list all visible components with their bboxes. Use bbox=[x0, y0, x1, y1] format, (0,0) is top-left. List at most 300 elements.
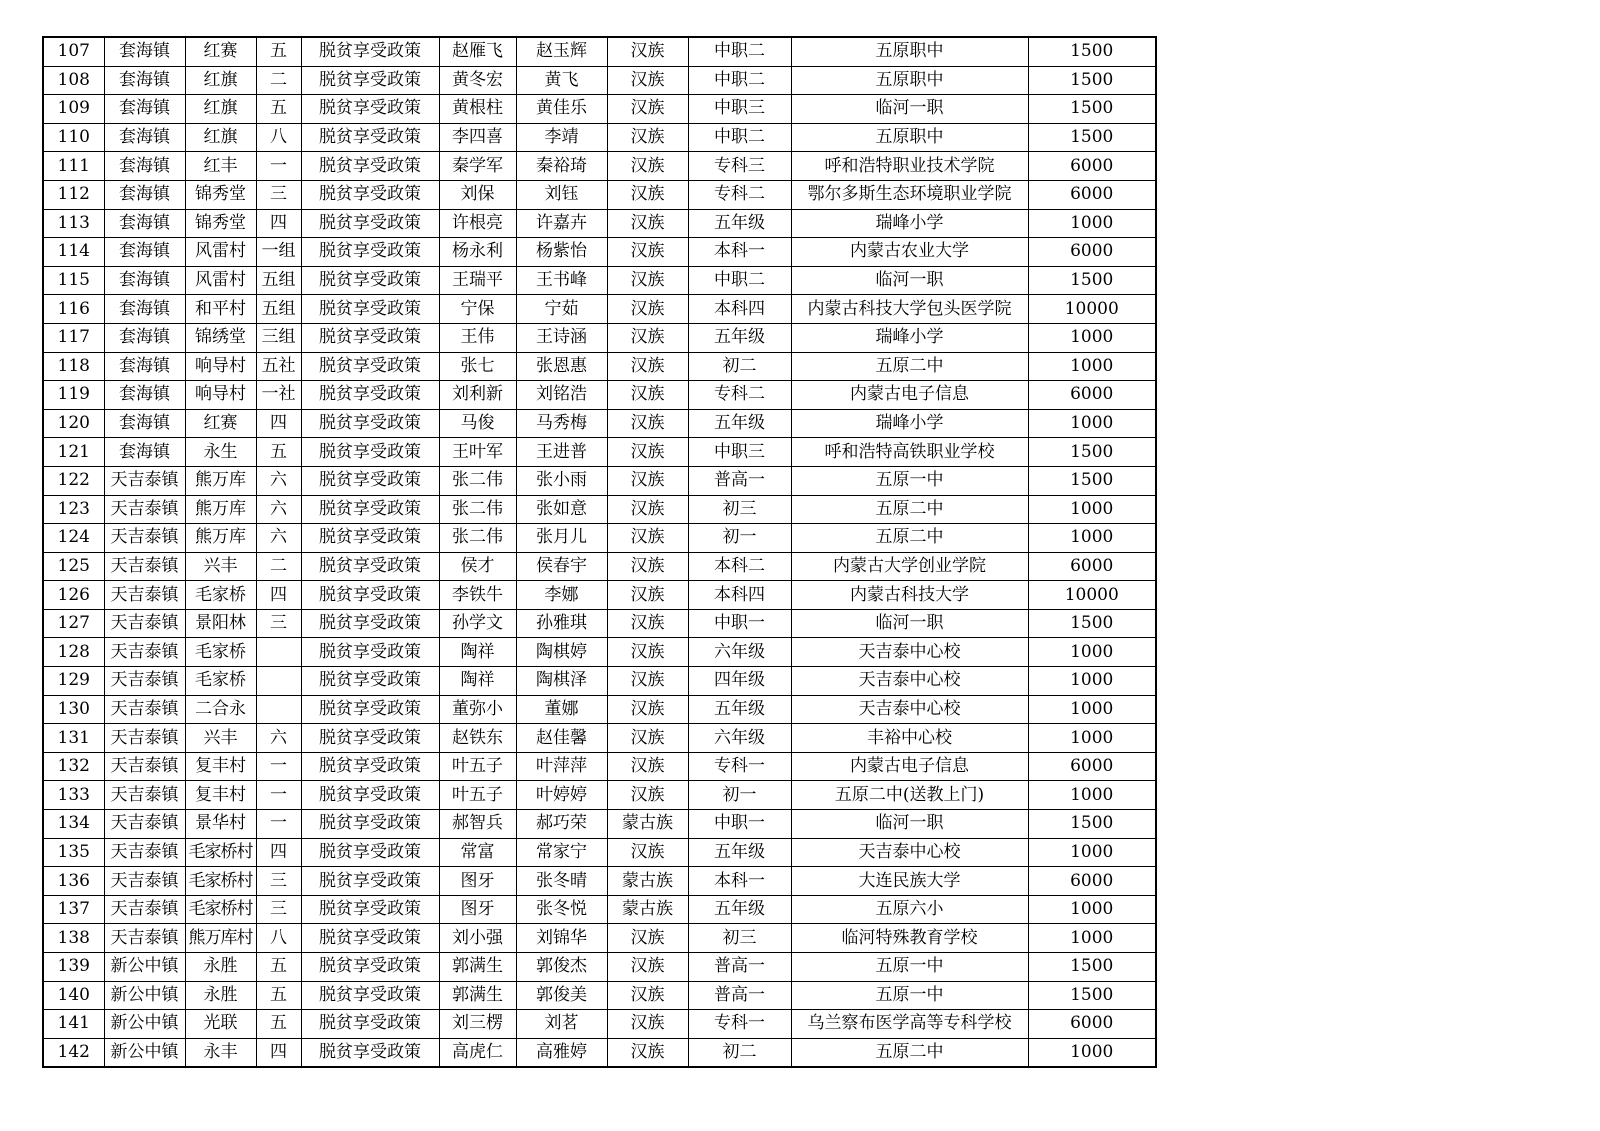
table-row bbox=[43, 609, 1156, 638]
amount-cell: 1500 bbox=[1028, 953, 1156, 982]
guardian-name-cell: 图牙 bbox=[439, 895, 516, 924]
guardian-name-cell: 许根亮 bbox=[439, 209, 516, 238]
village-cell: 景阳林 bbox=[185, 609, 256, 638]
table-row bbox=[43, 724, 1156, 753]
grade-cell: 四年级 bbox=[688, 667, 791, 696]
school-cell: 五原六小 bbox=[791, 895, 1028, 924]
row-number-cell: 125 bbox=[43, 552, 104, 581]
amount-cell: 1000 bbox=[1028, 838, 1156, 867]
table-row bbox=[43, 581, 1156, 610]
guardian-name-cell: 张二伟 bbox=[439, 524, 516, 553]
grade-cell: 中职一 bbox=[688, 810, 791, 839]
guardian-name-cell: 陶祥 bbox=[439, 667, 516, 696]
school-cell: 五原职中 bbox=[791, 123, 1028, 152]
policy-cell: 脱贫享受政策 bbox=[301, 981, 439, 1010]
amount-cell: 1500 bbox=[1028, 466, 1156, 495]
grade-cell: 中职二 bbox=[688, 37, 791, 66]
grade-cell: 普高一 bbox=[688, 953, 791, 982]
school-cell: 五原二中 bbox=[791, 495, 1028, 524]
policy-cell: 脱贫享受政策 bbox=[301, 438, 439, 467]
ethnicity-cell: 汉族 bbox=[607, 95, 688, 124]
student-name-cell: 杨紫怡 bbox=[516, 238, 607, 267]
guardian-name-cell: 宁保 bbox=[439, 295, 516, 324]
grade-cell: 专科一 bbox=[688, 752, 791, 781]
amount-cell: 1000 bbox=[1028, 524, 1156, 553]
policy-cell: 脱贫享受政策 bbox=[301, 123, 439, 152]
row-number-cell: 130 bbox=[43, 695, 104, 724]
village-cell: 毛家桥 bbox=[185, 581, 256, 610]
group-cell: 五组 bbox=[256, 295, 301, 324]
ethnicity-cell: 汉族 bbox=[607, 638, 688, 667]
village-cell: 景华村 bbox=[185, 810, 256, 839]
grade-cell: 五年级 bbox=[688, 838, 791, 867]
ethnicity-cell: 汉族 bbox=[607, 1010, 688, 1039]
policy-cell: 脱贫享受政策 bbox=[301, 581, 439, 610]
student-name-cell: 郝巧荣 bbox=[516, 810, 607, 839]
policy-cell: 脱贫享受政策 bbox=[301, 238, 439, 267]
policy-cell: 脱贫享受政策 bbox=[301, 495, 439, 524]
table-row bbox=[43, 838, 1156, 867]
ethnicity-cell: 汉族 bbox=[607, 152, 688, 181]
amount-cell: 1500 bbox=[1028, 810, 1156, 839]
ethnicity-cell: 汉族 bbox=[607, 981, 688, 1010]
table-row bbox=[43, 381, 1156, 410]
table-row bbox=[43, 209, 1156, 238]
group-cell: 五组 bbox=[256, 266, 301, 295]
row-number-cell: 107 bbox=[43, 37, 104, 66]
table-body bbox=[43, 37, 1156, 1067]
grade-cell: 初二 bbox=[688, 1038, 791, 1067]
town-cell: 套海镇 bbox=[104, 266, 185, 295]
town-cell: 天吉泰镇 bbox=[104, 466, 185, 495]
amount-cell: 1000 bbox=[1028, 209, 1156, 238]
student-name-cell: 秦裕琦 bbox=[516, 152, 607, 181]
policy-cell: 脱贫享受政策 bbox=[301, 381, 439, 410]
school-cell: 瑞峰小学 bbox=[791, 409, 1028, 438]
student-name-cell: 马秀梅 bbox=[516, 409, 607, 438]
grade-cell: 本科一 bbox=[688, 867, 791, 896]
village-cell: 风雷村 bbox=[185, 266, 256, 295]
village-cell: 熊万库村 bbox=[185, 924, 256, 953]
policy-cell: 脱贫享受政策 bbox=[301, 810, 439, 839]
guardian-name-cell: 李四喜 bbox=[439, 123, 516, 152]
town-cell: 天吉泰镇 bbox=[104, 495, 185, 524]
grade-cell: 专科二 bbox=[688, 381, 791, 410]
table-row bbox=[43, 810, 1156, 839]
table-row bbox=[43, 238, 1156, 267]
row-number-cell: 116 bbox=[43, 295, 104, 324]
school-cell: 五原职中 bbox=[791, 66, 1028, 95]
student-name-cell: 张冬晴 bbox=[516, 867, 607, 896]
ethnicity-cell: 汉族 bbox=[607, 209, 688, 238]
amount-cell: 6000 bbox=[1028, 152, 1156, 181]
village-cell: 红旗 bbox=[185, 95, 256, 124]
group-cell: 一组 bbox=[256, 238, 301, 267]
town-cell: 套海镇 bbox=[104, 352, 185, 381]
amount-cell: 6000 bbox=[1028, 752, 1156, 781]
grade-cell: 普高一 bbox=[688, 981, 791, 1010]
row-number-cell: 122 bbox=[43, 466, 104, 495]
row-number-cell: 110 bbox=[43, 123, 104, 152]
village-cell: 兴丰 bbox=[185, 724, 256, 753]
ethnicity-cell: 汉族 bbox=[607, 552, 688, 581]
student-name-cell: 侯春宇 bbox=[516, 552, 607, 581]
village-cell: 锦绣堂 bbox=[185, 323, 256, 352]
town-cell: 套海镇 bbox=[104, 209, 185, 238]
village-cell: 毛家桥 bbox=[185, 638, 256, 667]
table-row bbox=[43, 123, 1156, 152]
amount-cell: 1500 bbox=[1028, 95, 1156, 124]
ethnicity-cell: 汉族 bbox=[607, 953, 688, 982]
amount-cell: 1500 bbox=[1028, 123, 1156, 152]
row-number-cell: 142 bbox=[43, 1038, 104, 1067]
school-cell: 乌兰察布医学高等专科学校 bbox=[791, 1010, 1028, 1039]
policy-cell: 脱贫享受政策 bbox=[301, 95, 439, 124]
guardian-name-cell: 高虎仁 bbox=[439, 1038, 516, 1067]
student-name-cell: 黄飞 bbox=[516, 66, 607, 95]
group-cell: 五 bbox=[256, 95, 301, 124]
policy-cell: 脱贫享受政策 bbox=[301, 552, 439, 581]
school-cell: 丰裕中心校 bbox=[791, 724, 1028, 753]
town-cell: 套海镇 bbox=[104, 409, 185, 438]
guardian-name-cell: 秦学军 bbox=[439, 152, 516, 181]
row-number-cell: 126 bbox=[43, 581, 104, 610]
row-number-cell: 131 bbox=[43, 724, 104, 753]
school-cell: 瑞峰小学 bbox=[791, 209, 1028, 238]
guardian-name-cell: 叶五子 bbox=[439, 781, 516, 810]
school-cell: 内蒙古科技大学包头医学院 bbox=[791, 295, 1028, 324]
grade-cell: 中职三 bbox=[688, 438, 791, 467]
ethnicity-cell: 汉族 bbox=[607, 37, 688, 66]
policy-cell: 脱贫享受政策 bbox=[301, 609, 439, 638]
ethnicity-cell: 汉族 bbox=[607, 123, 688, 152]
guardian-name-cell: 赵铁东 bbox=[439, 724, 516, 753]
town-cell: 天吉泰镇 bbox=[104, 724, 185, 753]
town-cell: 新公中镇 bbox=[104, 981, 185, 1010]
village-cell: 响导村 bbox=[185, 381, 256, 410]
amount-cell: 1000 bbox=[1028, 724, 1156, 753]
village-cell: 熊万库 bbox=[185, 466, 256, 495]
school-cell: 临河特殊教育学校 bbox=[791, 924, 1028, 953]
amount-cell: 6000 bbox=[1028, 180, 1156, 209]
ethnicity-cell: 汉族 bbox=[607, 838, 688, 867]
town-cell: 套海镇 bbox=[104, 323, 185, 352]
guardian-name-cell: 叶五子 bbox=[439, 752, 516, 781]
town-cell: 天吉泰镇 bbox=[104, 810, 185, 839]
town-cell: 天吉泰镇 bbox=[104, 867, 185, 896]
grade-cell: 五年级 bbox=[688, 323, 791, 352]
school-cell: 临河一职 bbox=[791, 609, 1028, 638]
school-cell: 临河一职 bbox=[791, 95, 1028, 124]
grade-cell: 初三 bbox=[688, 924, 791, 953]
table-row bbox=[43, 638, 1156, 667]
ethnicity-cell: 汉族 bbox=[607, 295, 688, 324]
student-name-cell: 刘钰 bbox=[516, 180, 607, 209]
row-number-cell: 135 bbox=[43, 838, 104, 867]
amount-cell: 1500 bbox=[1028, 66, 1156, 95]
policy-cell: 脱贫享受政策 bbox=[301, 266, 439, 295]
row-number-cell: 112 bbox=[43, 180, 104, 209]
row-number-cell: 129 bbox=[43, 667, 104, 696]
grade-cell: 专科三 bbox=[688, 152, 791, 181]
group-cell: 六 bbox=[256, 524, 301, 553]
student-name-cell: 刘锦华 bbox=[516, 924, 607, 953]
amount-cell: 1500 bbox=[1028, 609, 1156, 638]
grade-cell: 中职一 bbox=[688, 609, 791, 638]
student-name-cell: 郭俊杰 bbox=[516, 953, 607, 982]
table-row bbox=[43, 37, 1156, 66]
village-cell: 红旗 bbox=[185, 66, 256, 95]
table-row bbox=[43, 895, 1156, 924]
group-cell: 一社 bbox=[256, 381, 301, 410]
table-row bbox=[43, 981, 1156, 1010]
row-number-cell: 114 bbox=[43, 238, 104, 267]
row-number-cell: 128 bbox=[43, 638, 104, 667]
student-name-cell: 许嘉卉 bbox=[516, 209, 607, 238]
town-cell: 套海镇 bbox=[104, 381, 185, 410]
group-cell: 五 bbox=[256, 953, 301, 982]
table-row bbox=[43, 266, 1156, 295]
ethnicity-cell: 汉族 bbox=[607, 695, 688, 724]
ethnicity-cell: 汉族 bbox=[607, 381, 688, 410]
guardian-name-cell: 常富 bbox=[439, 838, 516, 867]
school-cell: 内蒙古农业大学 bbox=[791, 238, 1028, 267]
grade-cell: 普高一 bbox=[688, 466, 791, 495]
ethnicity-cell: 汉族 bbox=[607, 438, 688, 467]
policy-cell: 脱贫享受政策 bbox=[301, 781, 439, 810]
ethnicity-cell: 汉族 bbox=[607, 924, 688, 953]
grade-cell: 中职二 bbox=[688, 66, 791, 95]
school-cell: 临河一职 bbox=[791, 266, 1028, 295]
guardian-name-cell: 王叶军 bbox=[439, 438, 516, 467]
row-number-cell: 132 bbox=[43, 752, 104, 781]
village-cell: 光联 bbox=[185, 1010, 256, 1039]
policy-cell: 脱贫享受政策 bbox=[301, 752, 439, 781]
school-cell: 天吉泰中心校 bbox=[791, 695, 1028, 724]
student-name-cell: 张月儿 bbox=[516, 524, 607, 553]
student-name-cell: 陶棋泽 bbox=[516, 667, 607, 696]
policy-cell: 脱贫享受政策 bbox=[301, 524, 439, 553]
amount-cell: 1000 bbox=[1028, 1038, 1156, 1067]
ethnicity-cell: 汉族 bbox=[607, 581, 688, 610]
ethnicity-cell: 汉族 bbox=[607, 667, 688, 696]
guardian-name-cell: 王瑞平 bbox=[439, 266, 516, 295]
village-cell: 红丰 bbox=[185, 152, 256, 181]
student-name-cell: 王诗涵 bbox=[516, 323, 607, 352]
guardian-name-cell: 张二伟 bbox=[439, 466, 516, 495]
town-cell: 天吉泰镇 bbox=[104, 752, 185, 781]
amount-cell: 1000 bbox=[1028, 781, 1156, 810]
school-cell: 临河一职 bbox=[791, 810, 1028, 839]
town-cell: 新公中镇 bbox=[104, 1010, 185, 1039]
town-cell: 天吉泰镇 bbox=[104, 924, 185, 953]
row-number-cell: 139 bbox=[43, 953, 104, 982]
row-number-cell: 127 bbox=[43, 609, 104, 638]
aid-recipient-table bbox=[42, 36, 1157, 1068]
guardian-name-cell: 刘保 bbox=[439, 180, 516, 209]
group-cell: 五社 bbox=[256, 352, 301, 381]
town-cell: 套海镇 bbox=[104, 438, 185, 467]
village-cell: 永生 bbox=[185, 438, 256, 467]
guardian-name-cell: 张七 bbox=[439, 352, 516, 381]
group-cell: 四 bbox=[256, 838, 301, 867]
grade-cell: 本科一 bbox=[688, 238, 791, 267]
student-name-cell: 赵玉辉 bbox=[516, 37, 607, 66]
school-cell: 五原一中 bbox=[791, 466, 1028, 495]
group-cell: 六 bbox=[256, 495, 301, 524]
amount-cell: 6000 bbox=[1028, 238, 1156, 267]
town-cell: 套海镇 bbox=[104, 152, 185, 181]
ethnicity-cell: 汉族 bbox=[607, 266, 688, 295]
table-row bbox=[43, 180, 1156, 209]
amount-cell: 1500 bbox=[1028, 37, 1156, 66]
ethnicity-cell: 汉族 bbox=[607, 66, 688, 95]
table-row bbox=[43, 66, 1156, 95]
guardian-name-cell: 王伟 bbox=[439, 323, 516, 352]
amount-cell: 6000 bbox=[1028, 1010, 1156, 1039]
town-cell: 套海镇 bbox=[104, 238, 185, 267]
group-cell: 八 bbox=[256, 924, 301, 953]
ethnicity-cell: 汉族 bbox=[607, 352, 688, 381]
table-row bbox=[43, 352, 1156, 381]
policy-cell: 脱贫享受政策 bbox=[301, 37, 439, 66]
policy-cell: 脱贫享受政策 bbox=[301, 352, 439, 381]
grade-cell: 六年级 bbox=[688, 724, 791, 753]
student-name-cell: 叶婷婷 bbox=[516, 781, 607, 810]
guardian-name-cell: 杨永利 bbox=[439, 238, 516, 267]
group-cell: 五 bbox=[256, 438, 301, 467]
policy-cell: 脱贫享受政策 bbox=[301, 838, 439, 867]
group-cell: 三 bbox=[256, 180, 301, 209]
student-name-cell: 孙雅琪 bbox=[516, 609, 607, 638]
school-cell: 五原二中 bbox=[791, 524, 1028, 553]
school-cell: 五原职中 bbox=[791, 37, 1028, 66]
policy-cell: 脱贫享受政策 bbox=[301, 66, 439, 95]
grade-cell: 初一 bbox=[688, 781, 791, 810]
ethnicity-cell: 汉族 bbox=[607, 524, 688, 553]
guardian-name-cell: 郝智兵 bbox=[439, 810, 516, 839]
town-cell: 套海镇 bbox=[104, 37, 185, 66]
ethnicity-cell: 汉族 bbox=[607, 495, 688, 524]
student-name-cell: 常家宁 bbox=[516, 838, 607, 867]
guardian-name-cell: 郭满生 bbox=[439, 981, 516, 1010]
row-number-cell: 124 bbox=[43, 524, 104, 553]
town-cell: 天吉泰镇 bbox=[104, 895, 185, 924]
town-cell: 天吉泰镇 bbox=[104, 638, 185, 667]
school-cell: 内蒙古科技大学 bbox=[791, 581, 1028, 610]
student-name-cell: 郭俊美 bbox=[516, 981, 607, 1010]
town-cell: 天吉泰镇 bbox=[104, 581, 185, 610]
group-cell: 三 bbox=[256, 609, 301, 638]
table-row bbox=[43, 409, 1156, 438]
table-row bbox=[43, 323, 1156, 352]
guardian-name-cell: 刘小强 bbox=[439, 924, 516, 953]
guardian-name-cell: 黄冬宏 bbox=[439, 66, 516, 95]
policy-cell: 脱贫享受政策 bbox=[301, 1010, 439, 1039]
village-cell: 锦秀堂 bbox=[185, 209, 256, 238]
row-number-cell: 109 bbox=[43, 95, 104, 124]
table-row bbox=[43, 1038, 1156, 1067]
guardian-name-cell: 黄根柱 bbox=[439, 95, 516, 124]
ethnicity-cell: 汉族 bbox=[607, 1038, 688, 1067]
guardian-name-cell: 郭满生 bbox=[439, 953, 516, 982]
guardian-name-cell: 刘三楞 bbox=[439, 1010, 516, 1039]
policy-cell: 脱贫享受政策 bbox=[301, 152, 439, 181]
table-row bbox=[43, 667, 1156, 696]
village-cell: 永丰 bbox=[185, 1038, 256, 1067]
amount-cell: 6000 bbox=[1028, 552, 1156, 581]
row-number-cell: 108 bbox=[43, 66, 104, 95]
group-cell: 一 bbox=[256, 781, 301, 810]
grade-cell: 五年级 bbox=[688, 695, 791, 724]
ethnicity-cell: 蒙古族 bbox=[607, 867, 688, 896]
row-number-cell: 138 bbox=[43, 924, 104, 953]
policy-cell: 脱贫享受政策 bbox=[301, 209, 439, 238]
student-name-cell: 张冬悦 bbox=[516, 895, 607, 924]
row-number-cell: 134 bbox=[43, 810, 104, 839]
group-cell: 一 bbox=[256, 810, 301, 839]
group-cell: 六 bbox=[256, 724, 301, 753]
village-cell: 毛家桥 bbox=[185, 667, 256, 696]
row-number-cell: 123 bbox=[43, 495, 104, 524]
row-number-cell: 119 bbox=[43, 381, 104, 410]
table-row bbox=[43, 924, 1156, 953]
grade-cell: 专科一 bbox=[688, 1010, 791, 1039]
guardian-name-cell: 李铁牛 bbox=[439, 581, 516, 610]
group-cell: 三组 bbox=[256, 323, 301, 352]
group-cell: 三 bbox=[256, 895, 301, 924]
group-cell: 二 bbox=[256, 552, 301, 581]
table-row bbox=[43, 695, 1156, 724]
amount-cell: 1500 bbox=[1028, 981, 1156, 1010]
village-cell: 毛家桥村 bbox=[185, 895, 256, 924]
amount-cell: 1000 bbox=[1028, 924, 1156, 953]
row-number-cell: 137 bbox=[43, 895, 104, 924]
student-name-cell: 张恩惠 bbox=[516, 352, 607, 381]
row-number-cell: 141 bbox=[43, 1010, 104, 1039]
amount-cell: 10000 bbox=[1028, 581, 1156, 610]
school-cell: 天吉泰中心校 bbox=[791, 638, 1028, 667]
ethnicity-cell: 汉族 bbox=[607, 409, 688, 438]
school-cell: 天吉泰中心校 bbox=[791, 838, 1028, 867]
school-cell: 呼和浩特高铁职业学校 bbox=[791, 438, 1028, 467]
table-row bbox=[43, 295, 1156, 324]
village-cell: 二合永 bbox=[185, 695, 256, 724]
school-cell: 呼和浩特职业技术学院 bbox=[791, 152, 1028, 181]
town-cell: 天吉泰镇 bbox=[104, 781, 185, 810]
student-name-cell: 张小雨 bbox=[516, 466, 607, 495]
town-cell: 套海镇 bbox=[104, 95, 185, 124]
amount-cell: 1500 bbox=[1028, 266, 1156, 295]
school-cell: 五原二中 bbox=[791, 1038, 1028, 1067]
row-number-cell: 133 bbox=[43, 781, 104, 810]
amount-cell: 1000 bbox=[1028, 495, 1156, 524]
student-name-cell: 宁茹 bbox=[516, 295, 607, 324]
amount-cell: 6000 bbox=[1028, 381, 1156, 410]
amount-cell: 1000 bbox=[1028, 638, 1156, 667]
group-cell: 四 bbox=[256, 409, 301, 438]
guardian-name-cell: 陶祥 bbox=[439, 638, 516, 667]
guardian-name-cell: 董弥小 bbox=[439, 695, 516, 724]
ethnicity-cell: 汉族 bbox=[607, 724, 688, 753]
village-cell: 和平村 bbox=[185, 295, 256, 324]
town-cell: 天吉泰镇 bbox=[104, 609, 185, 638]
policy-cell: 脱贫享受政策 bbox=[301, 323, 439, 352]
ethnicity-cell: 汉族 bbox=[607, 781, 688, 810]
village-cell: 复丰村 bbox=[185, 752, 256, 781]
policy-cell: 脱贫享受政策 bbox=[301, 466, 439, 495]
town-cell: 新公中镇 bbox=[104, 1038, 185, 1067]
